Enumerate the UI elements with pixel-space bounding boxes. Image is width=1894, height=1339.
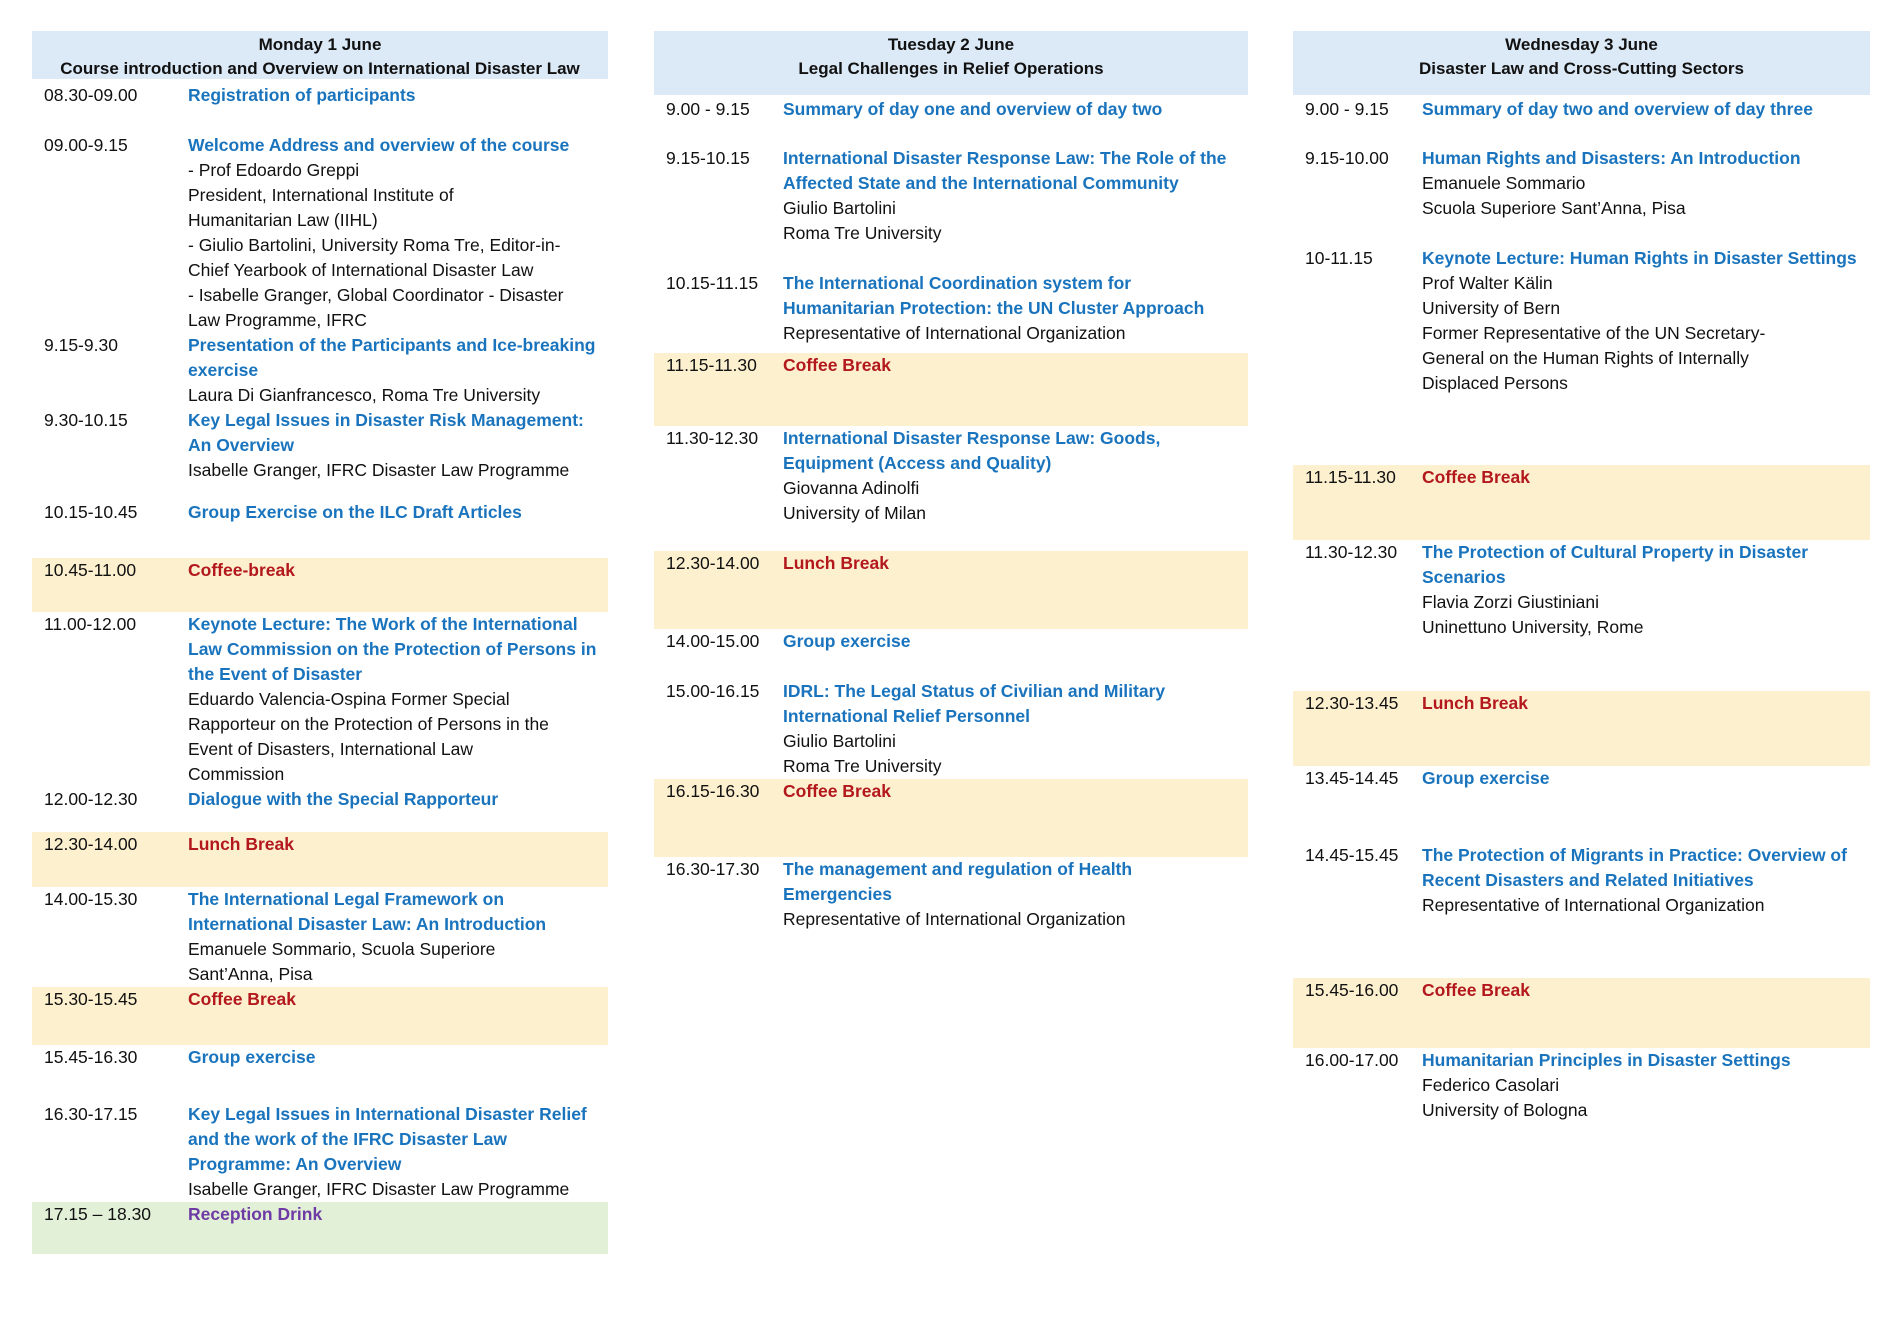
- slot-time: 9.15-9.30: [44, 335, 118, 355]
- slot-title: Group exercise: [188, 1047, 316, 1067]
- slot-time: 11.15-11.30: [666, 355, 757, 375]
- schedule-slot: [654, 857, 1248, 937]
- slot-title: Key Legal Issues in Disaster Risk Management: An Overview: [188, 410, 584, 455]
- slot-title: Lunch Break: [783, 553, 889, 573]
- slot-title: Human Rights and Disasters: An Introduction: [1422, 148, 1801, 168]
- slot-title: Summary of day one and overview of day two: [783, 99, 1163, 119]
- slot-title: Presentation of the Participants and Ice-breaking exercise: [188, 335, 596, 380]
- speaker-line: Scuola Superiore Sant’Anna, Pisa: [1422, 198, 1686, 218]
- speaker-line: Commission: [188, 764, 285, 784]
- slot-title: Group exercise: [783, 631, 911, 651]
- slot-time: 10.15-11.15: [666, 273, 759, 293]
- slot-title: International Disaster Response Law: Goods, Equipment (Access and Quality): [783, 428, 1161, 473]
- speaker-line: Giovanna Adinolfi: [783, 478, 920, 498]
- slot-title: Humanitarian Principles in Disaster Settings: [1422, 1050, 1791, 1070]
- lunch-break-slot: [654, 551, 1248, 629]
- slot-time: 15.45-16.30: [44, 1047, 138, 1067]
- slot-time: 14.00-15.30: [44, 889, 138, 909]
- slot-title: Lunch Break: [188, 834, 294, 854]
- speaker-line: Emanuele Sommario: [1422, 173, 1586, 193]
- slot-title: Summary of day two and overview of day three: [1422, 99, 1813, 119]
- slot-time: 9.15-10.00: [1305, 148, 1389, 168]
- slot-time: 10-11.15: [1305, 248, 1373, 268]
- speaker-line: Former Representative of the UN Secretary-: [1422, 323, 1766, 343]
- schedule-slot: [1293, 766, 1870, 843]
- speaker-line: Law Programme, IFRC: [188, 310, 367, 330]
- slot-title: Dialogue with the Special Rapporteur: [188, 789, 499, 809]
- coffee-break-slot: [654, 779, 1248, 857]
- speaker-line: Representative of International Organization: [783, 323, 1126, 343]
- slot-time: 14.45-15.45: [1305, 845, 1399, 865]
- day-title: Wednesday 3 June: [1505, 35, 1658, 54]
- slot-time: 16.30-17.30: [666, 859, 760, 879]
- speaker-line: Displaced Persons: [1422, 373, 1568, 393]
- slot-title: Coffee Break: [188, 989, 296, 1009]
- speaker-line: Isabelle Granger, IFRC Disaster Law Programme: [188, 1179, 570, 1199]
- schedule-slot: [654, 271, 1248, 353]
- slot-time: 16.00-17.00: [1305, 1050, 1399, 1070]
- slot-title: Coffee Break: [1422, 980, 1530, 1000]
- day-column-tuesday: [654, 31, 1248, 937]
- slot-title: Welcome Address and overview of the course: [188, 135, 570, 155]
- schedule-slot: [1293, 246, 1870, 465]
- lunch-break-slot: [1293, 691, 1870, 766]
- speaker-line: Eduardo Valencia-Ospina Former Special: [188, 689, 510, 709]
- slot-time: 15.30-15.45: [44, 989, 138, 1009]
- schedule-slot: [32, 887, 608, 987]
- speaker-line: Giulio Bartolini: [783, 731, 896, 751]
- schedule-slot: [32, 408, 608, 500]
- speaker-line: Humanitarian Law (IIHL): [188, 210, 378, 230]
- slot-title: Key Legal Issues in International Disaster Relief and the work of the IFRC Disaster Law Programme: An Overview: [188, 1104, 587, 1174]
- slot-time: 10.45-11.00: [44, 560, 137, 580]
- speaker-line: Laura Di Gianfrancesco, Roma Tre University: [188, 385, 541, 405]
- slot-title: Keynote Lecture: Human Rights in Disaster Settings: [1422, 248, 1857, 268]
- slot-time: 08.30-09.00: [44, 85, 138, 105]
- slot-title: IDRL: The Legal Status of Civilian and Military International Relief Personnel: [783, 681, 1166, 726]
- schedule-slot: [32, 500, 608, 558]
- schedule-slot: [654, 679, 1248, 779]
- schedule-slot: [32, 133, 608, 333]
- slot-time: 14.00-15.00: [666, 631, 760, 651]
- schedule-slot: [32, 333, 608, 408]
- speaker-line: Isabelle Granger, IFRC Disaster Law Programme: [188, 460, 570, 480]
- slot-time: 12.00-12.30: [44, 789, 138, 809]
- schedule-slot: [1293, 843, 1870, 978]
- speaker-line: Roma Tre University: [783, 223, 942, 243]
- day-theme: Disaster Law and Cross-Cutting Sectors: [1419, 59, 1744, 78]
- slot-time: 12.30-13.45: [1305, 693, 1399, 713]
- slot-title: The International Coordination system for Humanitarian Protection: the UN Cluster Approach: [783, 273, 1205, 318]
- slot-time: 17.15 – 18.30: [44, 1204, 152, 1224]
- day-theme: Course introduction and Overview on International Disaster Law: [60, 59, 580, 78]
- speaker-line: University of Milan: [783, 503, 926, 523]
- schedule-slot: [32, 612, 608, 787]
- speaker-line: University of Bologna: [1422, 1100, 1588, 1120]
- speaker-line: University of Bern: [1422, 298, 1561, 318]
- lunch-break-slot: [32, 832, 608, 887]
- speaker-line: Flavia Zorzi Giustiniani: [1422, 592, 1599, 612]
- coffee-break-slot: [1293, 465, 1870, 540]
- speaker-line: Roma Tre University: [783, 756, 942, 776]
- slot-time: 11.15-11.30: [1305, 467, 1396, 487]
- slot-title: The management and regulation of Health Emergencies: [783, 859, 1133, 904]
- slot-title: Reception Drink: [188, 1204, 323, 1224]
- slot-title: Keynote Lecture: The Work of the International Law Commission on the Protection of Persons in the Event of Disaster: [188, 614, 597, 684]
- schedule-slot: [1293, 97, 1870, 146]
- slot-time: 16.15-16.30: [666, 781, 760, 801]
- slot-time: 9.30-10.15: [44, 410, 128, 430]
- slot-title: Coffee Break: [1422, 467, 1530, 487]
- slot-time: 10.15-10.45: [44, 502, 138, 522]
- day-theme: Legal Challenges in Relief Operations: [798, 59, 1104, 78]
- slot-time: 12.30-14.00: [44, 834, 138, 854]
- day-header: [654, 31, 1248, 95]
- schedule-slot: [32, 1102, 608, 1202]
- day-header: [1293, 31, 1870, 95]
- slot-time: 11.30-12.30: [666, 428, 759, 448]
- speaker-line: Prof Walter Kälin: [1422, 273, 1553, 293]
- speaker-line: - Giulio Bartolini, University Roma Tre, Editor-in-: [188, 235, 561, 255]
- speaker-line: Rapporteur on the Protection of Persons in the: [188, 714, 549, 734]
- slot-title: International Disaster Response Law: The Role of the Affected State and the International Community: [783, 148, 1227, 193]
- schedule-slot: [32, 83, 608, 133]
- slot-time: 9.15-10.15: [666, 148, 750, 168]
- speaker-line: Sant’Anna, Pisa: [188, 964, 313, 984]
- schedule-slot: [1293, 540, 1870, 691]
- day-header: [32, 31, 608, 79]
- slot-title: Lunch Break: [1422, 693, 1528, 713]
- slot-time: 13.45-14.45: [1305, 768, 1399, 788]
- speaker-line: President, International Institute of: [188, 185, 454, 205]
- speaker-line: Representative of International Organization: [1422, 895, 1765, 915]
- coffee-break-slot: [654, 353, 1248, 426]
- slot-title: The Protection of Cultural Property in Disaster Scenarios: [1422, 542, 1809, 587]
- speaker-line: Federico Casolari: [1422, 1075, 1560, 1095]
- speaker-line: Event of Disasters, International Law: [188, 739, 474, 759]
- schedule-slot: [32, 787, 608, 832]
- day-title: Monday 1 June: [258, 35, 382, 54]
- day-title: Tuesday 2 June: [887, 35, 1015, 54]
- slot-title: Group Exercise on the ILC Draft Articles: [188, 502, 522, 522]
- coffee-break-slot: [32, 987, 608, 1045]
- schedule-slot: [32, 1045, 608, 1102]
- speaker-line: Giulio Bartolini: [783, 198, 896, 218]
- slot-time: 15.45-16.00: [1305, 980, 1399, 1000]
- speaker-line: - Isabelle Granger, Global Coordinator - Disaster: [188, 285, 564, 305]
- speaker-line: - Prof Edoardo Greppi: [188, 160, 360, 180]
- schedule-slot: [1293, 1048, 1870, 1128]
- slot-time: 15.00-16.15: [666, 681, 760, 701]
- schedule-slot: [654, 146, 1248, 271]
- speaker-line: Representative of International Organization: [783, 909, 1126, 929]
- slot-time: 9.00 - 9.15: [1305, 99, 1389, 119]
- day-column-wednesday: [1293, 31, 1870, 1128]
- schedule-slot: [654, 426, 1248, 551]
- slot-time: 11.30-12.30: [1305, 542, 1398, 562]
- schedule-slot: [654, 97, 1248, 146]
- schedule-slot: [654, 629, 1248, 679]
- slot-time: 9.00 - 9.15: [666, 99, 750, 119]
- coffee-break-slot: [1293, 978, 1870, 1048]
- slot-time: 12.30-14.00: [666, 553, 760, 573]
- day-column-monday: [32, 31, 608, 1254]
- reception-slot: [32, 1202, 608, 1254]
- schedule-slot: [1293, 146, 1870, 246]
- speaker-line: Chief Yearbook of International Disaster Law: [188, 260, 534, 280]
- slot-title: Coffee Break: [783, 781, 891, 801]
- coffee-break-slot: [32, 558, 608, 612]
- slot-title: Group exercise: [1422, 768, 1550, 788]
- slot-title: Registration of participants: [188, 85, 416, 105]
- speaker-line: Emanuele Sommario, Scuola Superiore: [188, 939, 496, 959]
- speaker-line: General on the Human Rights of Internally: [1422, 348, 1749, 368]
- speaker-line: Uninettuno University, Rome: [1422, 617, 1644, 637]
- slot-title: The Protection of Migrants in Practice: Overview of Recent Disasters and Related Initiatives: [1422, 845, 1847, 890]
- slot-time: 16.30-17.15: [44, 1104, 138, 1124]
- slot-time: 09.00-9.15: [44, 135, 128, 155]
- slot-time: 11.00-12.00: [44, 614, 137, 634]
- slot-title: The International Legal Framework on International Disaster Law: An Introduction: [188, 889, 547, 934]
- slot-title: Coffee-break: [188, 560, 295, 580]
- slot-title: Coffee Break: [783, 355, 891, 375]
